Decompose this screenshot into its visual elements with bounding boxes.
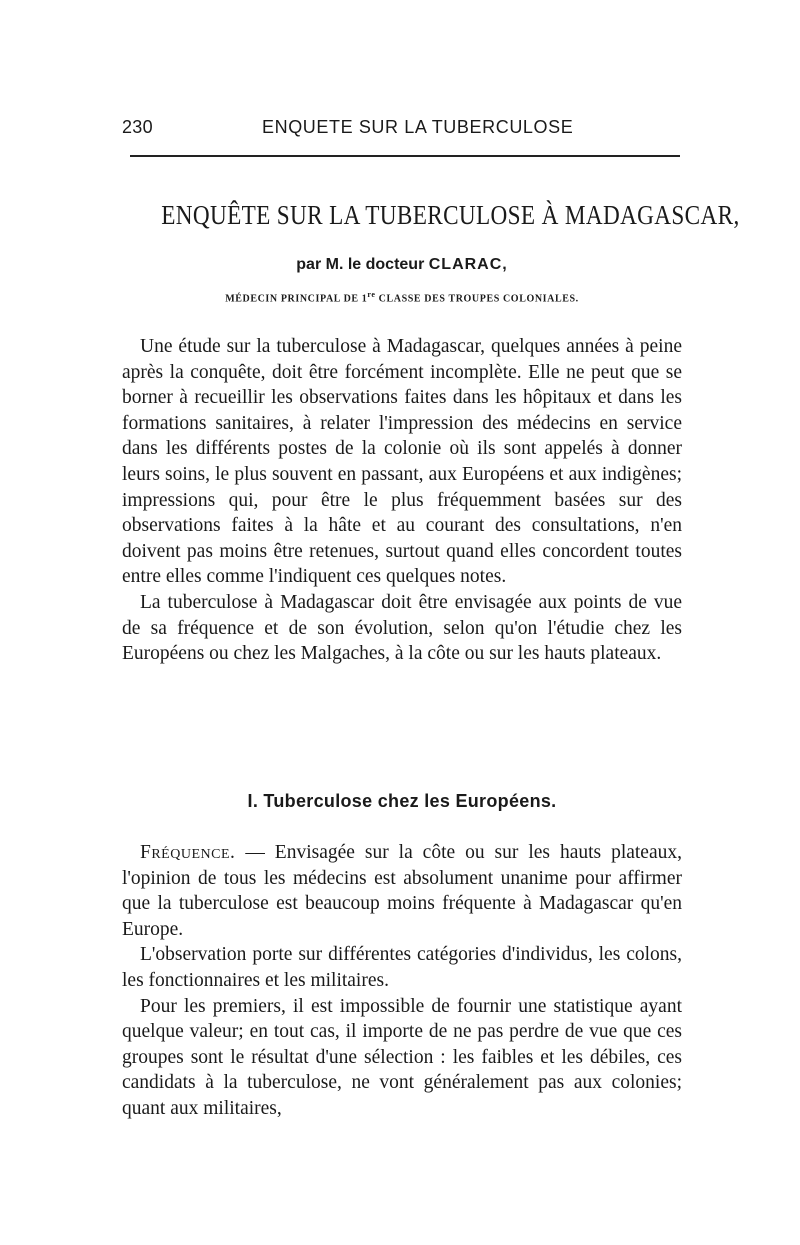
lead-term: Fréquence.: [140, 842, 236, 863]
affiliation-part2: CLASSE DES TROUPES COLONIALES.: [375, 293, 579, 305]
running-title: ENQUETE SUR LA TUBERCULOSE: [262, 117, 574, 137]
byline-prefix: par M. le docteur: [296, 256, 429, 273]
paragraph-1-text: Envisagée sur la côte ou sur les hauts plateaux, l'opinion de tous les médecins est absolument unanime pour affirmer que la tuberculose est beaucoup moins fréquente à Madagascar qu'en Europe.: [122, 842, 682, 940]
intro-paragraph-1: Une étude sur la tuberculose à Madagascar, quelques années à peine après la conquête, doit être forcément incomplète. Elle ne peut que se borner à recueillir les observations faites dans les hôpitaux et dans les formations sanitaires, à relater l'impression des médecins en service dans les différents postes de la colonie où ils sont appelés à donner leurs soins, le plus souvent en passant, aux Européens et aux indigènes; impressions qui, pour être le plus fréquemment basées sur des observations faites à la hâte et au courant des consultations, n'en doivent pas moins être retenues, surtout quand elles concordent toutes entre elles comme l'indiquent ces quelques notes.: [122, 336, 682, 588]
intro-paragraph-2: La tuberculose à Madagascar doit être envisagée aux points de vue de sa fréquence et de son évolution, selon qu'on l'étudie chez les Européens ou chez les Malgaches, à la côte ou sur les hauts plateaux.: [122, 591, 682, 665]
byline: [122, 256, 682, 274]
section-paragraph-3: Pour les premiers, il est impossible de fournir une statistique ayant quelque valeur; en tout cas, il importe de ne pas perdre de vue que ces groupes sont le résultat d'une sélection : les faibles et les débiles, ces candidats à la tuberculose, ne vont généralement pas aux colonies; quant aux militaires,: [122, 995, 682, 1119]
lead-dash: —: [235, 842, 275, 863]
section-heading: I. Tuberculose chez les Européens.: [247, 791, 557, 811]
article-title: ENQUÊTE SUR LA TUBERCULOSE À MADAGASCAR,: [161, 200, 740, 230]
section-paragraph-2: L'observation porte sur différentes catégories d'individus, les colons, les fonctionnaires et les militaires.: [122, 944, 682, 991]
author-affiliation: [122, 290, 682, 304]
affiliation-part1: MÉDECIN PRINCIPAL DE 1: [225, 293, 368, 305]
section-paragraph-1: [122, 840, 682, 942]
author-name: CLARAC,: [428, 256, 508, 273]
running-head: [122, 117, 682, 141]
intro-text: [122, 334, 682, 667]
affiliation-superscript: re: [367, 290, 376, 299]
header-rule: [130, 155, 680, 157]
page-number: 230: [122, 117, 153, 137]
section-text: [122, 840, 682, 1122]
